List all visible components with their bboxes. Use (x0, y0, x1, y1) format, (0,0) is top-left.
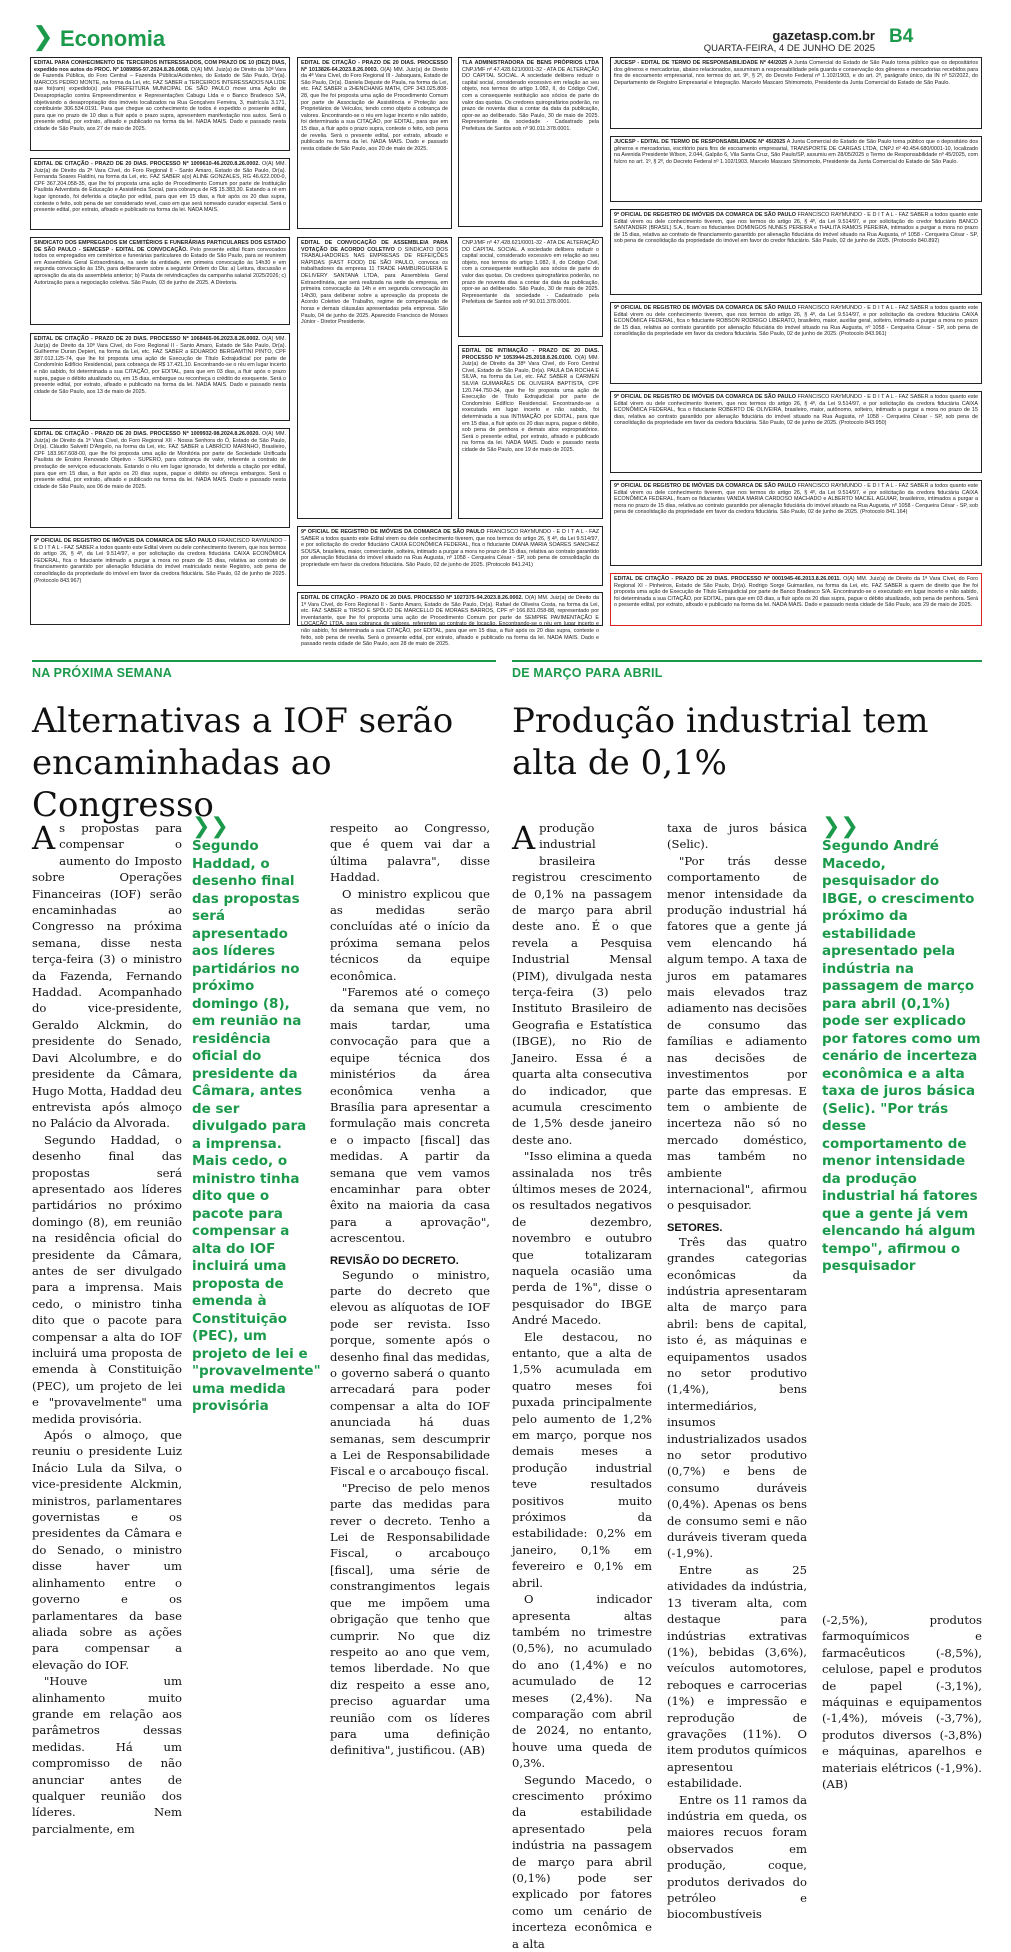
pull-quote: ❯❯ Segundo Haddad, o desenho final das propostas será apresentado aos líderes partidários no próximo domingo (8), em reunião na residência oficial do presidente da Câmara, antes de ser divulgado para a imprensa. Mais cedo, o ministro tinha dito que o pacote para compensar a alta do IOF incluirá uma proposta de emenda à Constituição (PEC), um projeto de lei e "provavelmente" uma medida provisória (192, 814, 321, 1414)
article-headline: Alternativas a IOF serão encaminhadas ao Congresso (32, 701, 454, 825)
article-paragraph: "Isso elimina a queda assinalada nos três últimos meses de 2024, os resultados negativos de dezembro, novembro e outubro que totalizaram naquela ocasião uma perda de 1%", disse o pesquisador do IBGE André Macedo. (512, 1149, 652, 1328)
legal-notice: EDITAL DE CITAÇÃO - PRAZO DE 20 DIAS. PROCESSO Nº 1009610-46.2020.8.26.0002. O(A) MM. Juiz(a) de Direito da 2ª Vara Cível, do Foro Regional II - Santo Amaro, Estado de São Paulo, Dr(a). Fernanda Soares Fialdini, na forma da Lei, etc. FAZ SABER a(o) ALINE GONZALES, RG 46.622.000-0, CPF 367.204.058-35, que lhe foi proposta uma ação de Procedimento Comum por parte de Instituição Paulista Adventista de Educação e Assistência Social, para cobrança de R$ 15.383,30. Estando a ré em lugar ignorado, foi deferida a citação por edital, para que em 15 dias, a fluir após os 20 dias supra, conteste o feito, sob pena de ser considerado revel, caso em que será nomeado curador especial. Será o presente edital, por extrato, afixado e publicado na forma da lei. NADA MAIS. (30, 158, 290, 230)
legal-notice-highlighted: EDITAL DE CITAÇÃO - PRAZO DE 20 DIAS. PROCESSO Nº 0001945-46.2013.8.26.0011. O(A) MM. Juiz(a) de Direito da 1ª Vara Cível, do Foro Regional XI - Pinheiros, Estado de São Paulo, Dr(a). Rodrigo Sorge Guimarães, na forma da Lei, etc. FAZ SABER a quem de direito que lhe foi proposta uma ação de Execução de Título Extrajudicial por parte de Banco Bradesco S/A. Encontrando-se o executado em lugar incerto e não sabido, foi determinada a sua CITAÇÃO, por EDITAL, para que em 03 dias, a fluir após os 20 dias supra, pague o débito atualizado, sob pena de penhora. Será o presente edital, por extrato, afixado e publicado na forma da lei. NADA MAIS. Dado e passado nesta cidade de São Paulo, aos 29 de maio de 2025. (610, 573, 982, 626)
legal-notice: TLA ADMINISTRADORA DE BENS PRÓPRIOS LTDA CNPJ/MF nº 47.428.621/0001-32 - ATA DE ALTERAÇÃO DO CAPITAL SOCIAL. A sociedade delibera reduzir o capital social, considerado excessivo em relação ao seu objeto, nos termos do artigo 1.082, II, do Código Civil, com a consequente restituição aos sócios de parte do valor das quotas. Os credores quirografários poderão, no prazo de noventa dias a contar da data da publicação, opor-se ao deliberado. São Paulo, 30 de maio de 2025. Representante da sociedade - Cadastrado pela Prefeitura de Santos sob nº 90.011.378.0001. (458, 57, 603, 227)
chevron-right-icon: ❯ (32, 22, 54, 52)
legal-notice: JUCESP - EDITAL DE TERMO DE RESPONSABILIDADE Nº 44/2025 A Junta Comercial do Estado de São Paulo torna público que os depositários dos gêneros e mercadorias, abaixo relacionados, assumiram a responsabilidade pela guarda e conservação dos gêneros e mercadorias recebidos para fins de escoamento empresarial, nos termos do art. 9º, § 2º, do Decreto Federal nº 1.102/1903, e do art. 2º, parágrafo único, da IN nº 52/2022, do Departamento de Registro Empresarial e Integração. Marcelo Mascaro Shimomoto, Presidente da Junta Comercial do Estado de São Paulo. (610, 57, 982, 129)
issue-date: QUARTA-FEIRA, 4 DE JUNHO DE 2025 (703, 43, 875, 54)
article-paragraph: Segundo Macedo, o crescimento próximo da estabilidade apresentado pela indústria na passagem de março para abril (0,1%) pode ser explicado por fatores como um cenário de incerteza econômica e a alta (512, 1772, 652, 1951)
article-paragraph: Três das quatro grandes categorias econômicas da indústria apresentaram alta de março para abril: bens de capital, isto é, as máquinas e equipamentos usados no setor produtivo (1,4%), bens intermediários, insumos industrializados usados no setor produtivo (0,7%) e bens de consumo duráveis (0,4%). Apenas os bens de consumo semi e não duráveis tiveram queda (-1,9%). (667, 1234, 807, 1561)
legal-notice: 9º OFICIAL DE REGISTRO DE IMÓVEIS DA COMARCA DE SÃO PAULO FRANCISCO RAYMUNDO - E D I T A L - FAZ SABER a todos quanto este Edital virem ou dele conhecimento tiverem, que nos termos do artigo 26, § 4º, da Lei 9.514/97, e por solicitação da credora fiduciária CAIXA ECONÔMICA FEDERAL, fica o fiduciante ROBSON RODRIGO LIBERATO, brasileiro, maior, auxiliar geral, solteiro, intimado a purgar a mora no prazo de 15 dias, relativa ao contrato garantido por alienação fiduciária do imóvel situado na Rua Augusta, nº 1058 - Cerqueira César - SP, sob pena de consolidação da propriedade em favor da credora fiduciária. São Paulo, 02 de junho de 2025. (Protocolo 843.961) (610, 302, 982, 384)
legal-notice: EDITAL PARA CONHECIMENTO DE TERCEIROS INTERESSADOS, COM PRAZO DE 10 (DEZ) DIAS, expedido nos autos do PROC. Nº 1089856-97.2024.8.26.0068. O(A) MM. Juiz(a) de Direito da 10ª Vara de Fazenda Pública, do Foro Central – Fazenda Pública/Acidentes, do Estado de São Paulo, Dr(a). MARCOS PEDRO MONTE, na forma da Lei, etc. FAZ SABER a TERCEIROS INTERESSADOS NA LIDE que foi(ram) expedido(s) pela PREFEITURA MUNICIPAL DE SÃO PAULO move uma Ação de Desapropriação contra Empreendimentos e Representações Cabugu Ltda e o Banco Bradesco S/A, objetivando a desapropriação dos imóveis localizados na Rua Gonçalves Ferreira, 3, matrícula 3.171, contribuinte 306.534.0191. Para que chegue ao conhecimento de todos é expedido o presente edital, para que no prazo de 10 dias a fluir após o prazo supra, apresentem manifestação nos autos. Será o presente edital, por extrato, afixado e publicado na forma da lei. NADA MAIS. Dado e passado nesta cidade de São Paulo, aos 27 de maio de 2025. (30, 57, 290, 151)
legal-notice: EDITAL DE CITAÇÃO - PRAZO DE 20 DIAS. PROCESSO Nº 1068465-06.2023.8.26.0002. O(A) MM. Juiz(a) de Direito da 10ª Vara Cível, do Foro Regional II - Santo Amaro, Estado de São Paulo, Dr(a). Guilherme Duran Depieri, na forma da Lei, etc. FAZ SABER a EDUARDO BERGAMTINI PINTO, CPF 387.012.125-74, que lhe foi proposta uma ação de Execução de Título Extrajudicial por parte de Condomínio Edifício Residencial, para cobrança de R$ 17.421,10. Encontrando-se o réu em lugar incerto e não sabido, foi determinada a sua CITAÇÃO, por EDITAL, para que em 03 dias, a fluir após o prazo supra, pague o débito atualizado ou, em 15 dias, embargue ou reconheça o crédito do exequente. Será o presente edital, por extrato, afixado e publicado na forma da lei. NADA MAIS. Dado e passado nesta cidade de São Paulo, aos 13 de maio de 2025. (30, 333, 290, 421)
article-paragraph: Segundo Haddad, o desenho final das propostas será apresentado aos líderes partidários no próximo domingo (8), em reunião na residência oficial do presidente da Câmara, antes de ser divulgado para a imprensa. Mais cedo, o ministro tinha dito que o pacote para compensar a alta do IOF incluirá uma proposta de emenda à Constituição (PEC), um projeto de lei e "provavelmente" uma medida provisória. (32, 1132, 182, 1426)
article-paragraph: "Preciso de pelo menos parte das medidas para rever o decreto. Tenho a Lei de Responsabilidade Fiscal, o arcabouço [fiscal], uma série de constrangimentos legais que me impõem uma obrigação que tenho que cumprir. No que diz respeito ao ano que vem, temos liberdade. No que diz respeito a esse ano, preciso aguardar uma reunião com os líderes para uma definição definitiva", justificou. (AB) (330, 1480, 490, 1758)
article-kicker: NA PRÓXIMA SEMANA (32, 666, 172, 680)
article-paragraph: O ministro explicou que as medidas serão concluídas até o início da próxima semana pelos técnicos da equipe econômica. (330, 886, 490, 983)
article-body-column (667, 820, 807, 1922)
quote-mark-icon: ❯❯ (822, 814, 859, 839)
article-body-column (32, 819, 182, 1836)
article-paragraph: respeito ao Congresso, que é quem vai dar a última palavra", disse Haddad. (330, 821, 490, 885)
drop-cap: A (512, 819, 536, 857)
legal-notice: SINDICATO DOS EMPREGADOS EM CEMITÉRIOS E FUNERÁRIAS PARTICULARES DOS ESTADO DE SÃO PAULO - SEMCESP - EDITAL DE CONVOCAÇÃO. Pelo presente edital ficam convocados todos os empregados em cemitérios e funerárias particulares do Estado de São Paulo, para se reunirem em Assembleia Geral Extraordinária, na sede da entidade, em primeira convocação às 14h30 e em segunda convocação às 15h, para deliberarem sobre a seguinte Ordem do Dia: a) Leitura, discussão e aprovação da ata da assembleia anterior; b) Pauta de reivindicações da campanha salarial 2025/2026; c) Autorização para a negociação coletiva. São Paulo, 03 de junho de 2025. A Diretoria. (30, 237, 290, 325)
article-paragraph: "Faremos até o começo da semana que vem, no mais tardar, uma convocação para que a equipe técnica dos ministérios da área econômica venha a Brasília para apresentar a formulação mais concreta e o impacto [fiscal] das medidas. A partir da semana que vem vamos encaminhar para obter êxito na maioria da casa para a aprovação", acrescentou. (330, 985, 490, 1246)
article-paragraph: O indicador apresenta altas também no trimestre (0,5%), no acumulado do ano (1,4%) e no acumulado de 12 meses (2,4%). Na comparação com abril de 2024, no entanto, houve uma queda de 0,3%. (512, 1592, 652, 1771)
legal-notice: 9º OFICIAL DE REGISTRO DE IMÓVEIS DA COMARCA DE SÃO PAULO FRANCISCO RAYMUNDO - E D I T A L - FAZ SABER a todos quanto este Edital virem ou dele conhecimento tiverem, que nos termos do artigo 26, § 4º, da Lei 9.514/97, e por solicitação da credora fiduciária CAIXA ECONÔMICA FEDERAL, fica o fiduciante intimado a purgar a mora no prazo de 15 dias, relativa ao contrato de financiamento garantido por alienação fiduciária do imóvel matriculado neste Registro, sob pena de consolidação da propriedade do imóvel em favor da credora fiduciária. São Paulo, 02 de junho de 2025. (Protocolo 843.967) (30, 535, 290, 625)
article-paragraph: As propostas para compensar o aumento do Imposto sobre Operações Financeiras (IOF) serão encaminhadas ao Congresso na próxima semana, disse nesta terça-feira (3) o ministro da Fazenda, Fernando Haddad. Acompanhado do vice-presidente, Geraldo Alckmin, do presidente do Senado, Davi Alcolumbre, e do presidente da Câmara, Hugo Motta, Haddad deu entrevista após almoço no Palácio da Alvorada. (32, 819, 182, 1131)
article-paragraph: A produção industrial brasileira registrou crescimento de 0,1% na passagem de março para abril deste ano. É o que revela a Pesquisa Industrial Mensal (PIM), divulgada nesta terça-feira (3) pelo Instituto Brasileiro de Geografia e Estatística (IBGE), no Rio de Janeiro. Essa é a quarta alta consecutiva do indicador, que acumula crescimento de 1,5% desde janeiro deste ano. (512, 819, 652, 1147)
legal-notice: 9º OFICIAL DE REGISTRO DE IMÓVEIS DA COMARCA DE SÃO PAULO FRANCISCO RAYMUNDO - E D I T A L - FAZ SABER a todos quanto este Edital virem ou dele conhecimento tiverem, que nos termos do artigo 26, § 4º, da Lei 9.514/97, e por solicitação do credor fiduciário CAIXA ECONÔMICA FEDERAL, fica o fiduciante DIANA MARIA SOARES SANCHEZ SOUSA, brasileira, maior, comerciante, solteira, intimado a purgar a mora no prazo de 15 dias, relativa ao contrato garantido por alienação fiduciária do imóvel situado na Rua Augusta, nº 1058 - Cerqueira César - SP, sob pena de consolidação da propriedade em favor da credora fiduciária. São Paulo, 02 de junho de 2025. (Protocolo 841.241) (297, 526, 603, 586)
article-headline: Produção industrial tem alta de 0,1% (512, 701, 929, 783)
article-body-column (330, 820, 490, 1765)
legal-notice: EDITAL DE INTIMAÇÃO - PRAZO DE 20 DIAS. PROCESSO Nº 1053944-25.2018.8.26.0100. O(A) MM. Juiz(a) de Direito da 38ª Vara Cível, do Foro Central Cível, Estado de São Paulo, Dr(a). PAULA DA ROCHA E SILVA, na forma da Lei, etc. FAZ SABER a CARMEN SILVIA GUIMARÃES DE OLIVEIRA BAPTISTA, CPF 120.744.750-34, que lhe foi proposta uma ação de Execução de Título Extrajudicial por parte de Condomínio Edifício Residencial. Encontrando-se a executada em lugar incerto e não sabido, foi determinada a sua INTIMAÇÃO por EDITAL, para que em 15 dias, a fluir após os 20 dias supra, pague o débito, sob pena de penhora e demais atos expropriatórios. Será o presente edital, por extrato, afixado e publicado na forma da lei. NADA MAIS. Dado e passado nesta cidade de São Paulo, aos 19 de maio de 2025. (458, 345, 603, 519)
section-title: Economia (60, 26, 166, 51)
article-paragraph: "Houve um alinhamento muito grande em relação aos parâmetros dessas medidas. Há um compromisso de não anunciar antes de qualquer reunião dos líderes. Nem parcialmente, em (32, 1674, 182, 1836)
article-paragraph: Após o almoço, que reuniu o presidente Luiz Inácio Lula da Silva, o vice-presidente Alckmin, ministros, parlamentares governistas e os presidentes da Câmara e do Senado, o ministro disse haver um alinhamento entre o governo e os parlamentares da base aliada sobre as ações para compensar a elevação do IOF. (32, 1428, 182, 1672)
article-body-column (822, 1612, 982, 1792)
article-kicker: DE MARÇO PARA ABRIL (512, 666, 663, 680)
legal-notice: EDITAL DE CONVOCAÇÃO DE ASSEMBLEIA PARA VOTAÇÃO DE ACORDO COLETIVO O SINDICATO DOS TRABALHADORES NAS EMPRESAS DE REFEIÇÕES RÁPIDAS (FAST FOOD) DE SÃO PAULO, convoca os trabalhadores da empresa 11 TRADE HAMBURGUERIA E DELIVERY SANTANA LTDA, para Assembleia Geral Extraordinária, que será realizada na sede da empresa, em primeira convocação às 14h e em segunda convocação às 14h30, para deliberar sobre a aprovação da proposta de Acordo Coletivo de Trabalho, regime de compensação de horas e demais cláusulas apresentadas pela empresa. São Paulo, 04 de junho de 2025. Aparecido Francisco de Moraes Júnior - Diretor Presidente. (297, 237, 452, 519)
article-paragraph: Ele destacou, no entanto, que a alta de 1,5% acumulada em quatro meses foi puxada principalmente pelo aumento de 1,2% em março, porque nos demais meses a produção industrial teve resultados positivos muito próximos da estabilidade: 0,2% em janeiro, 0,1% em fevereiro e 0,1% em abril. (512, 1329, 652, 1590)
pull-quote: ❯❯ Segundo André Macedo, pesquisador do IBGE, o crescimento próximo da estabilidade apresentado pela indústria na passagem de março para abril (0,1%) pode ser explicado por fatores como um cenário de incerteza econômica e a alta taxa de juros básica (Selic). "Por trás desse comportamento de menor intensidade da produção industrial há fatores que a gente já vem elencando há algum tempo", afirmou o pesquisador (822, 814, 981, 1274)
article-subhead: SETORES. (667, 1221, 723, 1234)
legal-notice: JUCESP - EDITAL DE TERMO DE RESPONSABILIDADE Nº 45/2025 A Junta Comercial do Estado de São Paulo torna público que o depositário dos gêneros e mercadorias, escritório para fins de escoamento empresarial, TRANSPORTE DE CARGAS LTDA, CNPJ nº 40.454.680/0001-10, localizado na Avenida Presidente Wilson, 2.044, Galpão 6, Vila Santa Cruz, São Paulo/SP, assumiu em 28/05/2025 o Termo de Responsabilidade nº 45/2025, com fulcro no art. 1º, § 2º, do Decreto Federal nº 1.102/1903. Marcelo Mascaro Shimomoto, Presidente da Junta Comercial do Estado de São Paulo. (610, 136, 982, 202)
page-header (0, 0, 1011, 54)
article-body-column (512, 819, 652, 1951)
article-paragraph: "Por trás desse comportamento de menor intensidade da produção industrial há fatores que a gente já vem elencando há algum tempo. A taxa de juros em patamares mais elevados traz adiamento nas decisões de consumo das famílias e adiamento nas decisões de investimentos por parte das empresas. E tem o ambiente de incerteza não só no mercado doméstico, mas também no ambiente internacional", afirmou o pesquisador. (667, 853, 807, 1213)
legal-notice: EDITAL DE CITAÇÃO - PRAZO DE 20 DIAS. PROCESSO Nº 1027375-94.2023.8.26.0002. O(A) MM. Juiz(a) de Direito da 1ª Vara Cível, do Foro Regional II - Santo Amaro, Estado de São Paulo, Dr(a). Rafael de Oliveira Costa, na forma da Lei, etc. FAZ SABER a TIRSO E SPÓLIO DE MARCELLO DE MORAES BARROS, CPF nº 166.831.058-88, representado por inventariante, que lhe foi proposta uma ação de Procedimento Comum por parte de SEMPRE PAVIMENTAÇÃO E LOCAÇÃO LTDA, para cobrança de valores, referentes ao contrato de locação. Encontrando-se o réu em lugar incerto e não sabido, foi determinada a sua CITAÇÃO, por EDITAL, para que em 15 dias, a fluir após os 20 dias supra, conteste o feito, sob pena de revelia. Será o presente edital, por extrato, afixado e publicado na forma da lei. NADA MAIS. Dado e passado nesta cidade de São Paulo, aos 28 de maio de 2025. (297, 592, 603, 626)
legal-notice: 9º OFICIAL DE REGISTRO DE IMÓVEIS DA COMARCA DE SÃO PAULO FRANCISCO RAYMUNDO - E D I T A L - FAZ SABER a todos quanto este Edital virem ou dele conhecimento tiverem, que nos termos do artigo 26, § 4º, da Lei 9.514/97, e por solicitação do credor fiduciário BANCO SANTANDER (BRASIL) S.A., ficam os fiduciantes DOMINGOS NUNES PEREIRA e THALITA RAMOS PEREIRA, intimados a purgar a mora no prazo de 15 dias, relativa ao contrato de financiamento garantido por alienação fiduciária do imóvel situado na Rua Augusta, nº 1058 - Cerqueira César - SP, sob pena de consolidação da propriedade do imóvel em favor do credor fiduciário. São Paulo, 02 de junho de 2025. (Protocolo 840.892) (610, 209, 982, 295)
legal-notice: 9º OFICIAL DE REGISTRO DE IMÓVEIS DA COMARCA DE SÃO PAULO FRANCISCO RAYMUNDO - E D I T A L - FAZ SABER a todos quanto este Edital virem ou dele conhecimento tiverem, que nos termos do artigo 26, § 4º, da Lei 9.514/97, e por solicitação da credora fiduciária CAIXA ECONÔMICA FEDERAL, ficam os fiduciantes VANDA MARIA CARDOSO MACHADO e ALBERTO MACIEL AGUIAR, brasileiros, intimados a purgar a mora no prazo de 15 dias, relativa ao contrato garantido por alienação fiduciária do imóvel situado na Rua Augusta, nº 1058 - Cerqueira César - SP, sob pena de consolidação da propriedade em favor da credora fiduciária. São Paulo, 02 de junho de 2025. (Protocolo 841.164) (610, 480, 982, 566)
article-paragraph: Entre as 25 atividades da indústria, 13 tiveram alta, com destaque para indústrias extrativas (1%), bebidas (3,6%), veículos automotores, reboques e carrocerias (1%) e impressão e reprodução de gravações (11%). O item produtos químicos apresentou estabilidade. (667, 1562, 807, 1791)
site-url[interactable]: gazetasp.com.br (772, 28, 875, 43)
article-paragraph: (-2,5%), produtos farmoquímicos e farmacêuticos (-8,5%), celulose, papel e produtos de papel (-3,1%), máquinas e equipamentos (-1,4%), móveis (-3,7%), produtos diversos (-3,8%) e máquinas, aparelhos e materiais elétricos (-1,9%). (AB) (822, 1613, 982, 1792)
drop-cap: A (32, 819, 56, 857)
article-paragraph: Segundo o ministro, parte do decreto que elevou as alíquotas de IOF pode ser revista. Isso porque, somente após o desenho final das medidas, o governo saberá o quanto arrecadará para poder compensar a alta do IOF anunciada há duas semanas, sem descumprir a Lei de Responsabilidade Fiscal e o arcabouço fiscal. (330, 1267, 490, 1479)
quote-mark-icon: ❯❯ (192, 814, 229, 839)
kicker-rule (32, 660, 496, 662)
legal-notice: EDITAL DE CITAÇÃO - PRAZO DE 20 DIAS. PROCESSO Nº 1009932-98.2024.8.26.0020. O(A) MM. Juiz(a) de Direito da 1ª Vara Cível, do Foro Regional XII - Nossa Senhora do Ó, Estado de São Paulo, Dr(a). Cláudio Salvetti D'Angelo, na forma da Lei, etc. FAZ SABER a LABRÍCIO MARINHO, Brasileiro, CPF 183.967.608-00, que lhe foi proposta uma ação de Monitória por parte de Sociedade Unificada Paulista de Ensino Renovado Objetivo - SUPERO, para cobrança de valor, referente a contrato de prestação de serviços educacionais. Estando o réu em lugar ignorado, foi deferida a citação por edital, para que em 15 dias, a fluir após os 20 dias supra, pague o débito ou ofereça embargos. Será o presente edital, por extrato, afixado e publicado na forma da lei. NADA MAIS. Dado e passado nesta cidade de São Paulo, aos 06 de maio de 2025. (30, 428, 290, 528)
legal-notice: 9º OFICIAL DE REGISTRO DE IMÓVEIS DA COMARCA DE SÃO PAULO FRANCISCO RAYMUNDO - E D I T A L - FAZ SABER a todos quanto este Edital virem ou dele conhecimento tiverem, que nos termos do artigo 26, § 4º, da Lei 9.514/97, e por solicitação da credora fiduciária CAIXA ECONÔMICA FEDERAL, fica o fiduciante ROBERTO DE OLIVEIRA, brasileiro, maior, autônomo, solteiro, intimado a purgar a mora no prazo de 15 dias, relativa ao contrato garantido por alienação fiduciária do imóvel situado na Rua Augusta, nº 1058 - Cerqueira César - SP, sob pena de consolidação da propriedade em favor da credora fiduciária. São Paulo, 02 de junho de 2025. (Protocolo 843.950) (610, 391, 982, 473)
legal-notice: CNPJ/MF nº 47.428.621/0001-32 - ATA DE ALTERAÇÃO DO CAPITAL SOCIAL. A sociedade delibera reduzir o capital social, considerado excessivo em relação ao seu objeto, nos termos do artigo 1.082, II, do Código Civil, com a consequente restituição aos sócios de parte do valor das quotas. Os credores quirografários poderão, no prazo de noventa dias a contar da data da publicação, opor-se ao deliberado. São Paulo, 30 de maio de 2025. Representante da sociedade - Cadastrado pela Prefeitura de Santos sob nº 90.011.378.0001. (458, 237, 603, 337)
legal-notice: EDITAL DE CITAÇÃO - PRAZO DE 20 DIAS. PROCESSO Nº 1013826-64.2023.8.26.0003. O(A) MM. Juiz(a) de Direito da 4ª Vara Cível, do Foro Regional III - Jabaquara, Estado de São Paulo, Dr(a). Daniela Dejuste de Paula, na forma da Lei, etc. FAZ SABER a 2HENCHANG MATH, CPF 343.025.808-28, que lhe foi proposta uma ação de Procedimento Comum por parte de Associação de Assistência e Proteção aos Proprietários de Veículos, tendo como objeto a cobrança de valores. Encontrando-se o réu em lugar incerto e não sabido, foi determinada a sua CITAÇÃO, por EDITAL, para que em 15 dias, a fluir após o prazo supra, conteste o feito, sob pena de revelia. Será o presente edital, por extrato, afixado e publicado na forma da lei. NADA MAIS. Dado e passado nesta cidade de São Paulo, aos 20 de maio de 2025. (297, 57, 452, 229)
page-number: B4 (889, 26, 914, 47)
article-paragraph: Entre os 11 ramos da indústria em queda, os maiores recuos foram observados em produção, coque, produtos derivados do petróleo e biocombustíveis (667, 1792, 807, 1922)
article-subhead: REVISÃO DO DECRETO. (330, 1254, 459, 1267)
kicker-rule (512, 660, 982, 662)
article-paragraph: taxa de juros básica (Selic). (667, 821, 807, 852)
